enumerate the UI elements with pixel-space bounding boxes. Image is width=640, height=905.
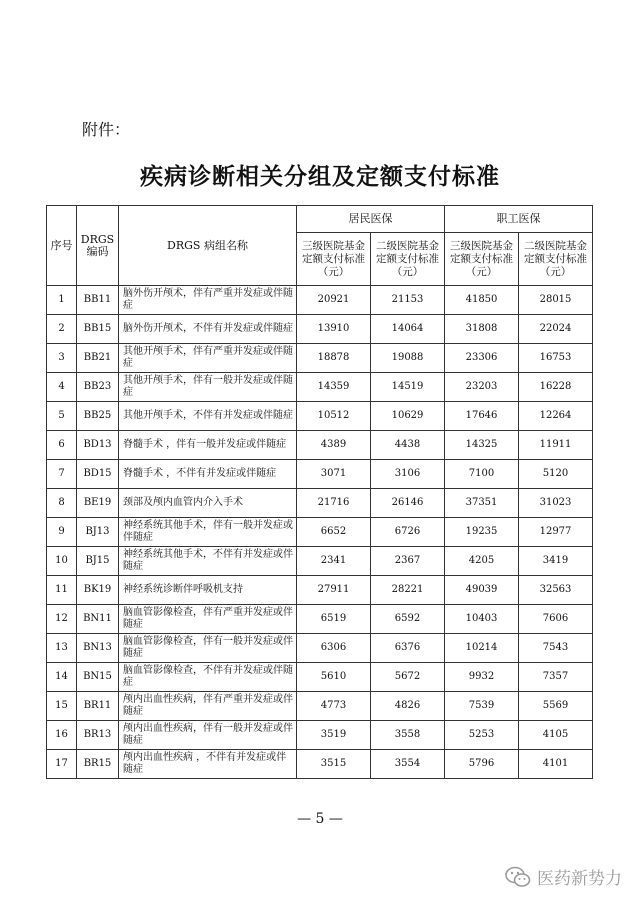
cell-code: BR15 xyxy=(77,750,119,779)
cell-employee-level2: 5120 xyxy=(519,460,593,489)
cell-employee-level3: 9932 xyxy=(445,663,519,692)
header-seq: 序号 xyxy=(47,206,77,286)
cell-code: BN11 xyxy=(77,605,119,634)
cell-resident-level3: 6519 xyxy=(297,605,371,634)
cell-resident-level3: 4773 xyxy=(297,692,371,721)
cell-employee-level3: 49039 xyxy=(445,576,519,605)
cell-name: 脑血管影像检查，伴有严重并发症或伴随症 xyxy=(119,605,297,634)
table-row xyxy=(47,489,593,518)
cell-resident-level2: 6592 xyxy=(371,605,445,634)
table-row xyxy=(47,750,593,779)
cell-resident-level2: 26146 xyxy=(371,489,445,518)
cell-name: 神经系统诊断伴呼吸机支持 xyxy=(119,576,297,605)
cell-name: 神经系统其他手术，伴有一般并发症或伴随症 xyxy=(119,518,297,547)
attachment-label: 附件： xyxy=(82,120,131,139)
cell-employee-level2: 16753 xyxy=(519,344,593,373)
header-resident-level2: 二级医院基金定额支付标准（元） xyxy=(371,233,445,286)
cell-employee-level3: 17646 xyxy=(445,402,519,431)
table-row xyxy=(47,344,593,373)
cell-resident-level2: 14519 xyxy=(371,373,445,402)
cell-name: 其他开颅手术，不伴有并发症或伴随症 xyxy=(119,402,297,431)
cell-resident-level3: 2341 xyxy=(297,547,371,576)
cell-resident-level2: 14064 xyxy=(371,315,445,344)
cell-seq: 10 xyxy=(47,547,77,576)
cell-employee-level3: 14325 xyxy=(445,431,519,460)
table-row xyxy=(47,721,593,750)
table-row xyxy=(47,547,593,576)
cell-employee-level3: 5253 xyxy=(445,721,519,750)
cell-code: BB11 xyxy=(77,286,119,315)
table-row xyxy=(47,692,593,721)
cell-code: BK19 xyxy=(77,576,119,605)
cell-seq: 5 xyxy=(47,402,77,431)
cell-resident-level2: 6726 xyxy=(371,518,445,547)
cell-code: BB21 xyxy=(77,344,119,373)
cell-resident-level2: 3554 xyxy=(371,750,445,779)
cell-resident-level3: 3071 xyxy=(297,460,371,489)
cell-name: 颅内出血性疾病，伴有一般并发症或伴随症 xyxy=(119,721,297,750)
cell-employee-level3: 23306 xyxy=(445,344,519,373)
table-body xyxy=(47,286,593,779)
cell-code: BR13 xyxy=(77,721,119,750)
cell-name: 脊髓手术 ，不伴有并发症或伴随症 xyxy=(119,460,297,489)
header-code: DRGS 编码 xyxy=(77,206,119,286)
cell-resident-level3: 6306 xyxy=(297,634,371,663)
header-employee-level2: 二级医院基金定额支付标准（元） xyxy=(519,233,593,286)
cell-resident-level2: 4826 xyxy=(371,692,445,721)
cell-seq: 6 xyxy=(47,431,77,460)
table-row xyxy=(47,402,593,431)
cell-seq: 16 xyxy=(47,721,77,750)
cell-resident-level2: 28221 xyxy=(371,576,445,605)
cell-employee-level3: 4205 xyxy=(445,547,519,576)
cell-seq: 1 xyxy=(47,286,77,315)
cell-resident-level2: 6376 xyxy=(371,634,445,663)
cell-name: 脑外伤开颅术，不伴有并发症或伴随症 xyxy=(119,315,297,344)
cell-employee-level2: 32563 xyxy=(519,576,593,605)
page-number: — 5 — xyxy=(297,811,343,827)
cell-employee-level2: 7543 xyxy=(519,634,593,663)
cell-employee-level3: 41850 xyxy=(445,286,519,315)
cell-employee-level2: 16228 xyxy=(519,373,593,402)
header-employee-level3: 三级医院基金定额支付标准（元） xyxy=(445,233,519,286)
cell-name: 颅内出血性疾病 ，不伴有并发症或伴随症 xyxy=(119,750,297,779)
cell-resident-level2: 5672 xyxy=(371,663,445,692)
table-row xyxy=(47,373,593,402)
cell-resident-level3: 3519 xyxy=(297,721,371,750)
cell-name: 神经系统其他手术，不伴有并发症或伴随症 xyxy=(119,547,297,576)
cell-employee-level2: 31023 xyxy=(519,489,593,518)
cell-name: 其他开颅手术，伴有严重并发症或伴随症 xyxy=(119,344,297,373)
cell-employee-level3: 37351 xyxy=(445,489,519,518)
cell-employee-level2: 12977 xyxy=(519,518,593,547)
cell-resident-level2: 19088 xyxy=(371,344,445,373)
cell-resident-level3: 10512 xyxy=(297,402,371,431)
cell-seq: 2 xyxy=(47,315,77,344)
table-row xyxy=(47,460,593,489)
table-row xyxy=(47,663,593,692)
cell-seq: 17 xyxy=(47,750,77,779)
cell-resident-level3: 20921 xyxy=(297,286,371,315)
watermark xyxy=(505,864,622,889)
cell-resident-level3: 13910 xyxy=(297,315,371,344)
cell-code: BE19 xyxy=(77,489,119,518)
cell-seq: 8 xyxy=(47,489,77,518)
drg-payment-table xyxy=(46,205,593,779)
cell-employee-level3: 7539 xyxy=(445,692,519,721)
cell-employee-level2: 4105 xyxy=(519,721,593,750)
cell-resident-level3: 21716 xyxy=(297,489,371,518)
cell-code: BD13 xyxy=(77,431,119,460)
table-row xyxy=(47,634,593,663)
cell-name: 脑外伤开颅术，伴有严重并发症或伴随症 xyxy=(119,286,297,315)
cell-employee-level3: 19235 xyxy=(445,518,519,547)
cell-seq: 9 xyxy=(47,518,77,547)
cell-resident-level2: 4438 xyxy=(371,431,445,460)
cell-resident-level3: 27911 xyxy=(297,576,371,605)
cell-code: BR11 xyxy=(77,692,119,721)
header-employee-group: 职工医保 xyxy=(445,206,593,233)
cell-employee-level2: 22024 xyxy=(519,315,593,344)
table-row xyxy=(47,576,593,605)
cell-seq: 7 xyxy=(47,460,77,489)
cell-resident-level2: 2367 xyxy=(371,547,445,576)
watermark-text: 医药新势力 xyxy=(537,869,622,889)
cell-resident-level3: 18878 xyxy=(297,344,371,373)
table-row xyxy=(47,518,593,547)
cell-employee-level3: 5796 xyxy=(445,750,519,779)
cell-employee-level3: 10214 xyxy=(445,634,519,663)
cell-seq: 14 xyxy=(47,663,77,692)
cell-resident-level3: 4389 xyxy=(297,431,371,460)
cell-resident-level2: 3558 xyxy=(371,721,445,750)
cell-resident-level2: 10629 xyxy=(371,402,445,431)
cell-code: BB23 xyxy=(77,373,119,402)
cell-employee-level2: 4101 xyxy=(519,750,593,779)
cell-employee-level2: 3419 xyxy=(519,547,593,576)
cell-code: BB25 xyxy=(77,402,119,431)
header-resident-level3: 三级医院基金定额支付标准（元） xyxy=(297,233,371,286)
cell-seq: 12 xyxy=(47,605,77,634)
cell-name: 其他开颅手术，伴有一般并发症或伴随症 xyxy=(119,373,297,402)
cell-code: BB15 xyxy=(77,315,119,344)
cell-seq: 15 xyxy=(47,692,77,721)
table-row xyxy=(47,431,593,460)
cell-employee-level2: 11911 xyxy=(519,431,593,460)
cell-name: 脑血管影像检查，不伴有并发症或伴随症 xyxy=(119,663,297,692)
cell-resident-level3: 3515 xyxy=(297,750,371,779)
cell-code: BN15 xyxy=(77,663,119,692)
page-title: 疾病诊断相关分组及定额支付标准 xyxy=(140,163,500,190)
cell-seq: 13 xyxy=(47,634,77,663)
cell-name: 脊髓手术 ，伴有一般并发症或伴随症 xyxy=(119,431,297,460)
cell-seq: 3 xyxy=(47,344,77,373)
cell-employee-level2: 7606 xyxy=(519,605,593,634)
header-name: DRGS 病组名称 xyxy=(119,206,297,286)
cell-seq: 4 xyxy=(47,373,77,402)
cell-employee-level2: 28015 xyxy=(519,286,593,315)
cell-resident-level3: 6652 xyxy=(297,518,371,547)
cell-name: 颅内出血性疾病，伴有严重并发症或伴随症 xyxy=(119,692,297,721)
wechat-icon xyxy=(505,866,531,888)
cell-employee-level3: 31808 xyxy=(445,315,519,344)
cell-employee-level2: 12264 xyxy=(519,402,593,431)
cell-resident-level3: 5610 xyxy=(297,663,371,692)
cell-resident-level2: 3106 xyxy=(371,460,445,489)
cell-seq: 11 xyxy=(47,576,77,605)
cell-name: 脑血管影像检查，伴有一般并发症或伴随症 xyxy=(119,634,297,663)
cell-code: BD15 xyxy=(77,460,119,489)
cell-employee-level3: 23203 xyxy=(445,373,519,402)
cell-employee-level3: 10403 xyxy=(445,605,519,634)
table-row xyxy=(47,605,593,634)
cell-code: BJ13 xyxy=(77,518,119,547)
table-row xyxy=(47,315,593,344)
cell-employee-level2: 5569 xyxy=(519,692,593,721)
cell-code: BJ15 xyxy=(77,547,119,576)
cell-employee-level3: 7100 xyxy=(445,460,519,489)
header-resident-group: 居民医保 xyxy=(297,206,445,233)
table-row xyxy=(47,286,593,315)
cell-code: BN13 xyxy=(77,634,119,663)
cell-name: 颈部及颅内血管内介入手术 xyxy=(119,489,297,518)
cell-employee-level2: 7357 xyxy=(519,663,593,692)
cell-resident-level3: 14359 xyxy=(297,373,371,402)
cell-resident-level2: 21153 xyxy=(371,286,445,315)
